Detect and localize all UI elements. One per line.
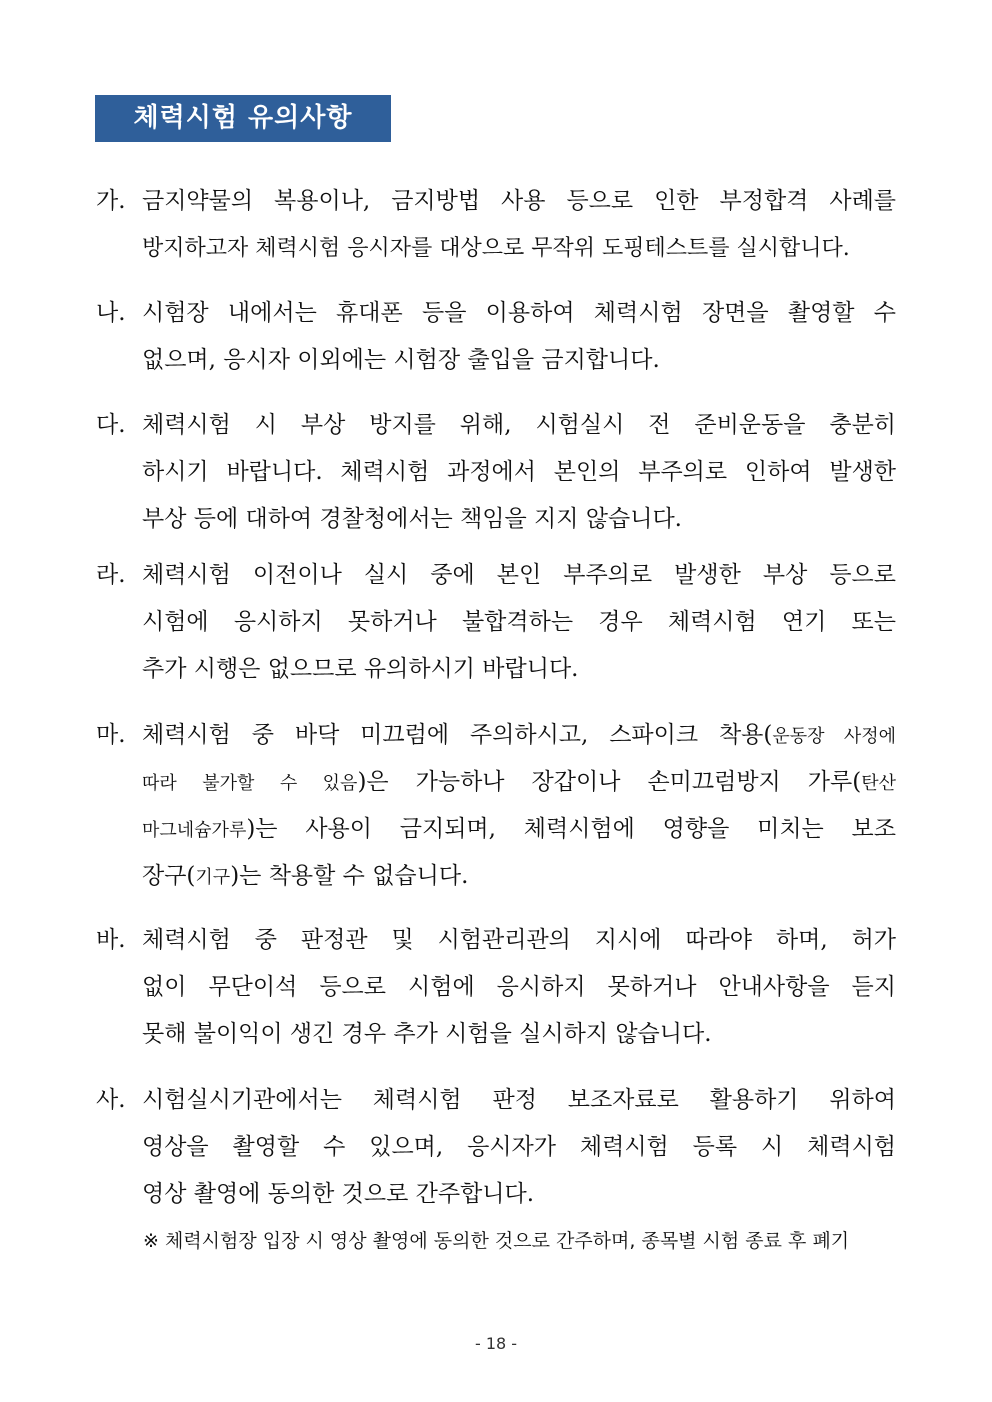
item-text: 시험실시기관에서는 체력시험 판정 보조자료로 활용하기 위하여 — [142, 1087, 896, 1113]
section-title: 체력시험 유의사항 — [95, 95, 391, 142]
item-marker: 사. — [96, 1087, 126, 1113]
item-text: 금지약물의 복용이나, 금지방법 사용 등으로 인한 부정합격 사례를 — [142, 188, 896, 214]
item-text-segment: 체력시험 중 바닥 미끄럼에 주의하시고, 스파이크 착용( — [142, 722, 773, 748]
list-item-na — [96, 290, 896, 384]
page-number: - 18 - — [474, 1334, 518, 1353]
item-text-segment: 장구( — [142, 863, 196, 889]
item-marker: 가. — [96, 188, 126, 214]
item-text-segment: )는 착용할 수 없습니다. — [230, 863, 469, 889]
list-item-ra — [96, 552, 896, 693]
item-text: 하시기 바랍니다. 체력시험 과정에서 본인의 부주의로 인하여 발생한 — [142, 459, 896, 485]
item-text: 체력시험 시 부상 방지를 위해, 시험실시 전 준비운동을 충분히 — [142, 412, 896, 438]
item-text-small: 마그네슘가루 — [142, 820, 247, 841]
item-text: 없으며, 응시자 이외에는 시험장 출입을 금지합니다. — [142, 347, 660, 373]
item-marker: 나. — [96, 300, 126, 326]
item-text: 못해 불이익이 생긴 경우 추가 시험을 실시하지 않습니다. — [142, 1021, 712, 1047]
list-item-ga — [96, 178, 896, 272]
item-text: 영상을 촬영할 수 있으며, 응시자가 체력시험 등록 시 체력시험 — [142, 1134, 896, 1160]
footnote: ※ 체력시험장 입장 시 영상 촬영에 동의한 것으로 간주하며, 종목별 시험 종료 후 폐기 — [143, 1230, 850, 1252]
list-item-ma — [96, 712, 896, 900]
item-text-small: 기구 — [195, 867, 231, 888]
item-text — [142, 712, 896, 759]
item-text: 영상 촬영에 동의한 것으로 간주합니다. — [142, 1181, 535, 1207]
item-text-small: 운동장 사정에 — [772, 726, 896, 747]
item-marker: 바. — [96, 927, 126, 953]
item-marker: 마. — [96, 722, 126, 748]
item-text-segment: )는 사용이 금지되며, 체력시험에 영향을 미치는 보조 — [246, 816, 896, 842]
item-text-small: 탄산 — [861, 773, 896, 794]
item-text: 시험장 내에서는 휴대폰 등을 이용하여 체력시험 장면을 촬영할 수 — [142, 300, 896, 326]
list-item-da — [96, 402, 896, 543]
item-text: 시험에 응시하지 못하거나 불합격하는 경우 체력시험 연기 또는 — [142, 609, 896, 635]
list-item-sa — [96, 1077, 896, 1218]
item-text: 추가 시행은 없으므로 유의하시기 바랍니다. — [142, 656, 579, 682]
item-text: 부상 등에 대하여 경찰청에서는 책임을 지지 않습니다. — [142, 506, 682, 532]
list-item-ba — [96, 917, 896, 1058]
item-text: 체력시험 이전이나 실시 중에 본인 부주의로 발생한 부상 등으로 — [142, 562, 896, 588]
item-text — [96, 853, 896, 900]
item-marker: 다. — [96, 412, 126, 438]
item-text-segment: )은 가능하나 장갑이나 손미끄럼방지 가루( — [357, 769, 862, 795]
item-text: 방지하고자 체력시험 응시자를 대상으로 무작위 도핑테스트를 실시합니다. — [142, 236, 850, 261]
item-text — [96, 759, 896, 806]
item-text-small: 따라 불가할 수 있음 — [142, 773, 358, 794]
item-text: 체력시험 중 판정관 및 시험관리관의 지시에 따라야 하며, 허가 — [142, 927, 896, 953]
item-text — [96, 806, 896, 853]
item-marker: 라. — [96, 562, 126, 588]
item-text: 없이 무단이석 등으로 시험에 응시하지 못하거나 안내사항을 듣지 — [142, 974, 896, 1000]
